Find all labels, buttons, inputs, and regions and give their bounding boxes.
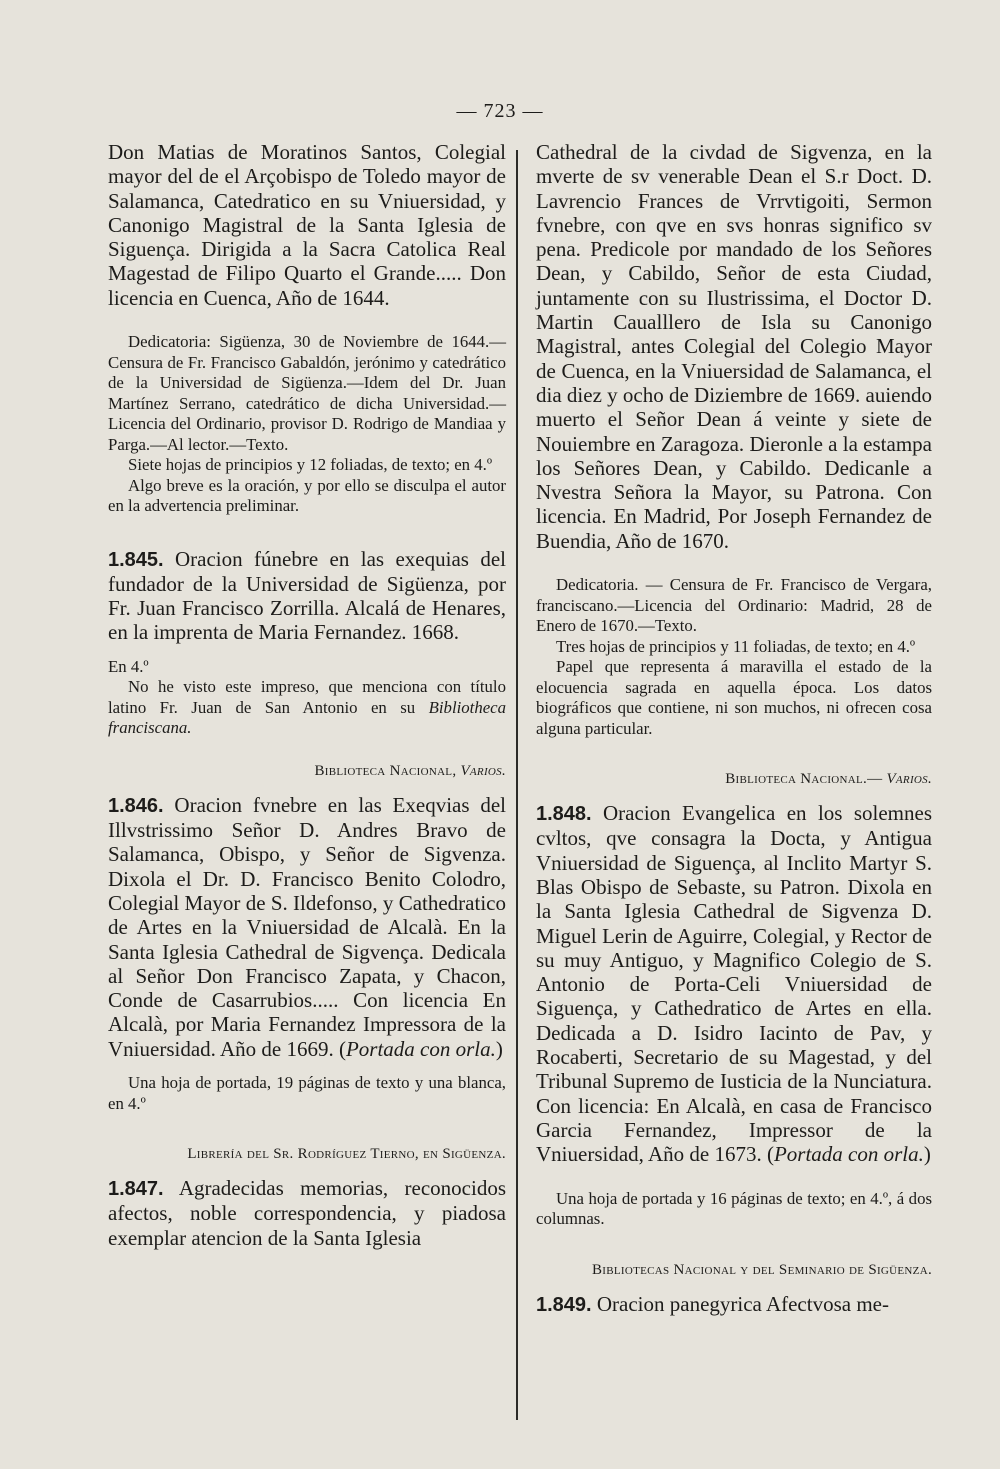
holding-library [108,761,506,781]
entry-note: Dedicatoria: Sigüenza, 30 de Noviembre de 1644.—Censura de Fr. Francisco Gabaldón, jerónimo y catedrático de la Universidad de Sigüenza.—Idem del Dr. Juan Martínez Serrano, catedrático de dicha Universidad.—Licencia del Ordinario, provisor D. Rodrigo de Mandiaa y Parga.—Al lector.—Texto. [108,332,506,454]
entry-title: Agradecidas memorias, reconocidos afectos, noble correspondencia, y piadosa exemplar atencion de la Santa Iglesia [108,1176,506,1250]
entry-note-text: No he visto este impreso, que menciona con título latino Fr. Juan de San Antonio en su [108,677,506,717]
entry-title: Oracion fúnebre en las exequias del fundador de la Universidad de Sigüenza, por Fr. Juan Francisco Zorrilla. Alcalá de Henares, en la imprenta de Maria Fernandez. 1668. [108,546,506,645]
holding-library: Bibliotecas Nacional y del Seminario de Sigüenza. [592,1261,932,1278]
entry-title: Oracion Evangelica en los solemnes cvltos, qve consagra la Docta, y Antigua Vniuersidad de Siguença, al Inclito Martyr S. Blas Obispo de Sebaste, su Patron. Dixola en la Santa Iglesia Cathedral de Sigvenza D. Miguel Lerin de Aguirre, Colegial, y Rector de su muy Antiguo, y Magnifico Colegio de S. Antonio de Porta-Celi Vniuersidad de Siguença, y Cathedratico de Artes en ella. Dedicada a D. Isidro Iacinto de Pav, y Rocaberti, Secretario de su Magestad, y del Tribunal Supremo de Iusticia de la Nunciatura. Con licencia: En Alcalà, en casa de Francisco Garcia Fernandez, Impressor de la Vniuersidad, Año de 1673. ( [536,801,933,1167]
entry-1848 [536,801,932,1166]
entry-1849 [536,1292,932,1317]
entry-1847 [108,1176,506,1250]
holding-text: Biblioteca Nacional, [314,762,461,779]
entry-note: En 4.º [108,656,149,676]
entry-number: 1.846. [108,794,164,817]
entry-note: Papel que representa á maravilla el estado de la elocuencia sagrada en aquella época. Los datos biográficos que contiene, ni son muchos, ni ofrecen cosa alguna particular. [536,657,932,738]
holding-text: Biblioteca Nacional.— [725,771,887,788]
left-column [108,140,506,1250]
entry-number: 1.848. [536,803,592,826]
entry-note: Tres hojas de principios y 11 foliadas, de texto; en 4.º [556,636,916,656]
holding-library [536,769,932,789]
entry-note: Una hoja de portada, 19 páginas de texto y una blanca, en 4.º [108,1073,506,1113]
holding-library: Librería del Sr. Rodríguez Tierno, en Sigüenza. [187,1146,506,1163]
entry-note: Dedicatoria. — Censura de Fr. Francisco de Vergara, franciscano.—Licencia del Ordinario: Madrid, 28 de Enero de 1670.—Texto. [536,575,932,636]
entry-number: 1.845. [108,548,164,571]
entry-title-end: ) [495,1036,503,1061]
page-number: — 723 — [456,100,544,122]
entry-number: 1.849. [536,1293,592,1316]
entry-note-italic: Bibliotheca franciscana. [108,697,506,738]
holding-italic: Varios. [460,762,506,779]
entry-note: Una hoja de portada y 16 páginas de texto; en 4.º, á dos columnas. [536,1188,932,1228]
entry-note: Siete hojas de principios y 12 foliadas, de texto; en 4.º [128,455,493,475]
entry-title-italic: Portada con orla. [773,1142,924,1167]
entry-note [108,677,506,739]
holding-italic: Varios. [886,771,932,788]
right-column [536,140,932,1317]
entry-note: Algo breve es la oración, y por ello se disculpa el autor en la advertencia preliminar. [108,475,506,516]
entry-1845 [108,547,506,645]
entry-title-continued: Don Matias de Moratinos Santos, Colegial mayor del de el Arçobispo de Toledo mayor de Salamanca, Catedratico en su Vniuersidad, y Canonigo Magistral de la Santa Iglesia de Siguença. Dirigida a la Sacra Catolica Real Magestad de Filipo Quarto el Grande..... Don licencia en Cuenca, Año de 1644. [108,140,506,310]
entry-1846 [108,793,506,1061]
entry-number: 1.847. [108,1178,164,1201]
entry-title-continued: Cathedral de la civdad de Sigvenza, en la mverte de sv venerable Dean el S.r Doct. D. Lavrencio Frances de Vrrvtigoiti, Sermon fvnebre, con qve en svs honras significo sv pena. Predicole por mandado de los Señores Dean, y Cabildo, Señor de esta Ciudad, juntamente con su Ilustrissima, el Doctor D. Martin Caualllero de Isla su Canonigo Magistral, antes Colegial del Colegio Mayor de Cuenca, en la Vniuersidad de Salamanca, el dia diez y ocho de Diziembre de 1669. auiendo muerto el Señor Dean á veinte y siete de Nouiembre en Zaragoza. Dieronle a la estampa los Señores Dean, y Cabildo. Dedicanle a Nvestra Señora la Mayor, su Patrona. Con licencia. En Madrid, Por Joseph Fernandez de Buendia, Año de 1670. [536,140,932,553]
entry-title-italic: Portada con orla. [345,1036,496,1061]
entry-title: Oracion fvnebre en las Exeqvias del Illvstrissimo Señor D. Andres Bravo de Salamanca, Obispo, y Señor de Sigvenza. Dixola el Dr. D. Francisco Benito Colodro, Colegial Mayor de S. Ildefonso, y Cathedratico de Artes en la Vniuersidad de Alcalà. En la Santa Iglesia Cathedral de Sigvença. Dedicala al Señor Don Francisco Zapata, y Chacon, Conde de Casarrubios..... Con licencia En Alcalà, por Maria Fernandez Impressora de la Vniuersidad. Año de 1669. ( [108,792,507,1061]
column-divider [516,150,518,1420]
entry-title: Oracion panegyrica Afectvosa me- [596,1291,889,1316]
entry-title-end: ) [923,1142,931,1167]
